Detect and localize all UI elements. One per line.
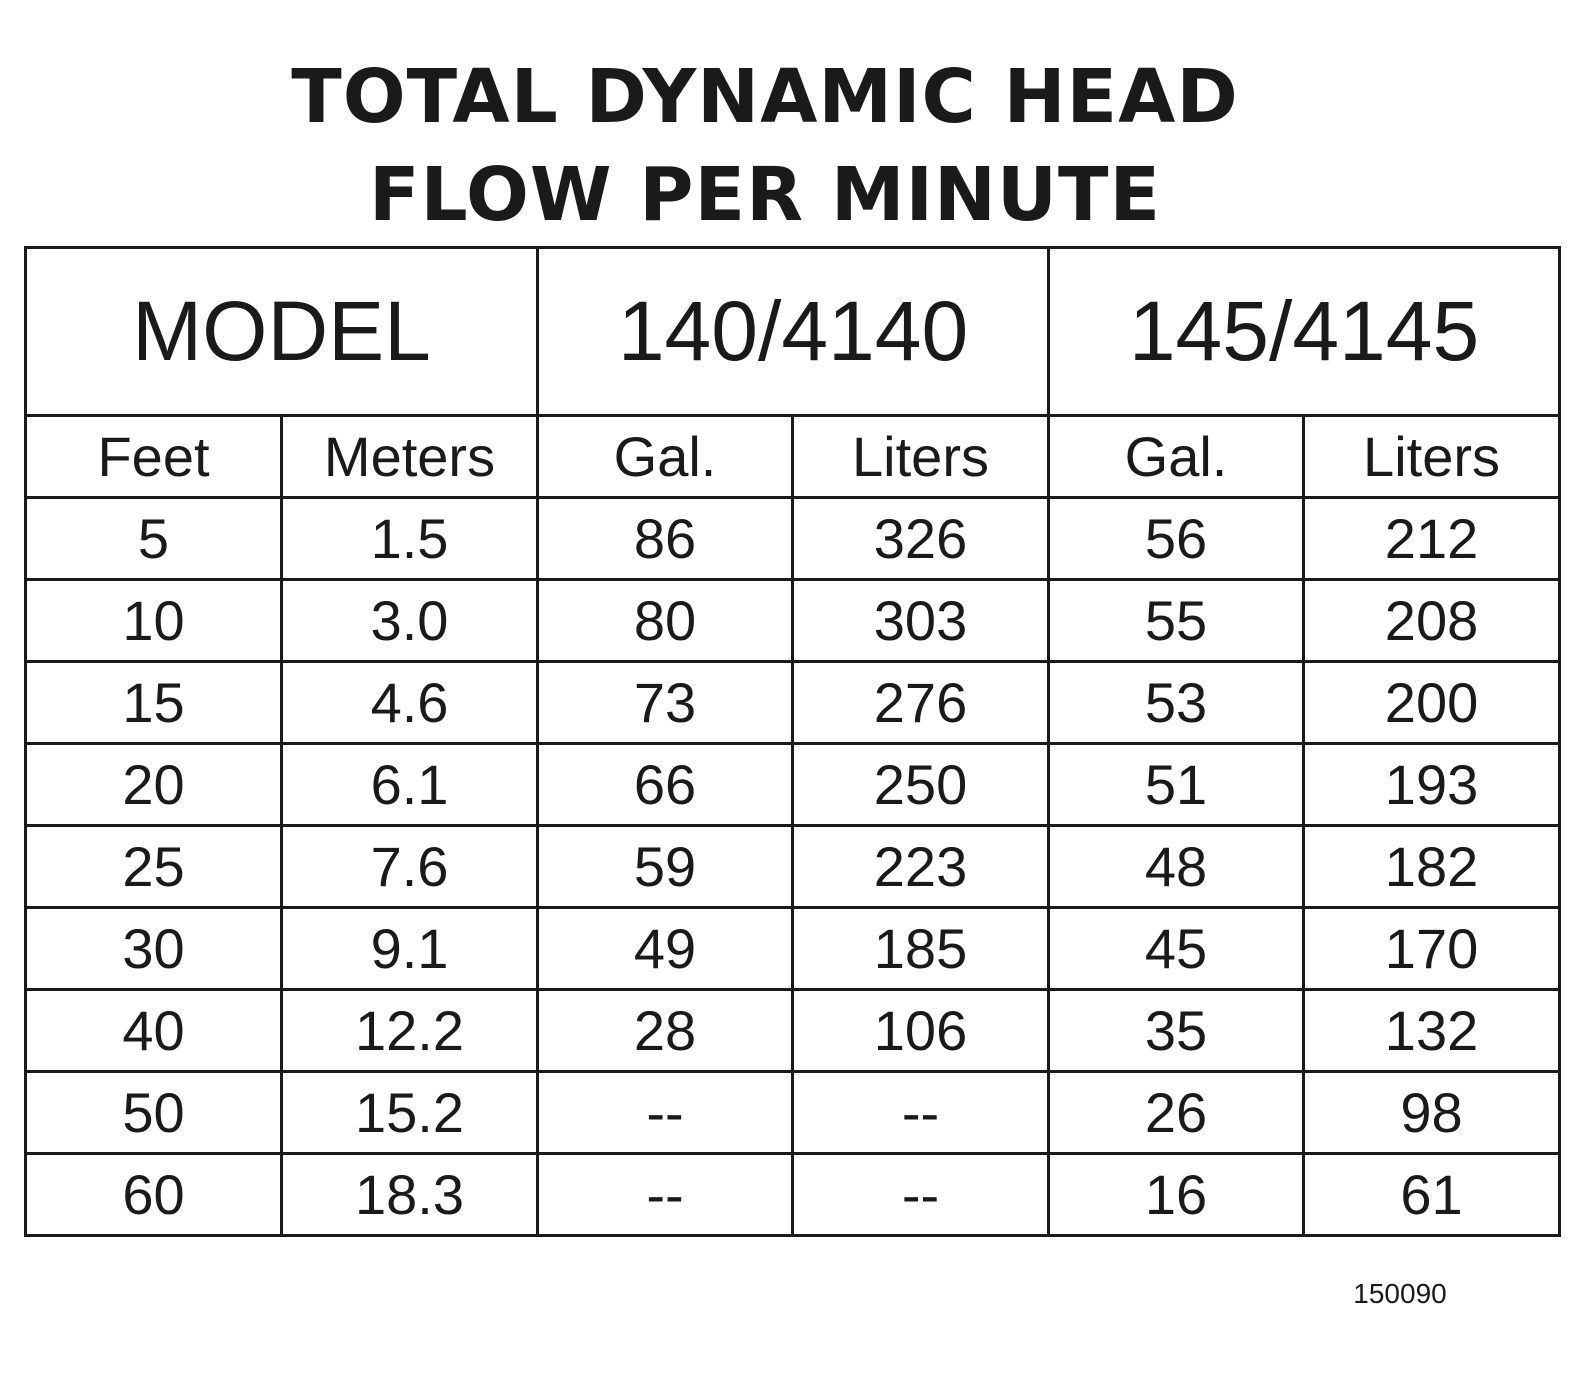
- cell-feet: 5: [26, 498, 282, 580]
- cell-gal-140: 59: [538, 826, 793, 908]
- cell-meters: 18.3: [282, 1154, 538, 1236]
- cell-feet: 20: [26, 744, 282, 826]
- table-row: [26, 662, 1560, 744]
- chart-title: TOTAL DYNAMIC HEAD: [291, 54, 1239, 140]
- cell-meters: 3.0: [282, 580, 538, 662]
- cell-gal-140: 49: [538, 908, 793, 990]
- cell-liters-140: 303: [793, 580, 1049, 662]
- cell-meters: 4.6: [282, 662, 538, 744]
- col-header-gal-145: Gal.: [1049, 416, 1304, 498]
- cell-feet: 30: [26, 908, 282, 990]
- col-header-feet: Feet: [26, 416, 282, 498]
- col-header-meters: Meters: [282, 416, 538, 498]
- cell-gal-140: 86: [538, 498, 793, 580]
- cell-feet: 25: [26, 826, 282, 908]
- cell-liters-140: 326: [793, 498, 1049, 580]
- chart-subtitle: FLOW PER MINUTE: [368, 152, 1162, 238]
- col-header-gal-140: Gal.: [538, 416, 793, 498]
- model-140-4140: 140/4140: [538, 248, 1049, 416]
- cell-liters-140: --: [793, 1072, 1049, 1154]
- cell-gal-145: 16: [1049, 1154, 1304, 1236]
- cell-gal-145: 45: [1049, 908, 1304, 990]
- cell-gal-145: 48: [1049, 826, 1304, 908]
- cell-gal-140: 73: [538, 662, 793, 744]
- col-header-liters-145: Liters: [1304, 416, 1560, 498]
- cell-liters-145: 182: [1304, 826, 1560, 908]
- table-row: [26, 908, 1560, 990]
- cell-feet: 15: [26, 662, 282, 744]
- col-header-liters-140: Liters: [793, 416, 1049, 498]
- cell-liters-145: 212: [1304, 498, 1560, 580]
- document-id: 150090: [1353, 1278, 1447, 1309]
- title-block: [0, 48, 1530, 244]
- cell-meters: 15.2: [282, 1072, 538, 1154]
- cell-liters-145: 98: [1304, 1072, 1560, 1154]
- flow-table-body: [26, 248, 1560, 1236]
- cell-meters: 6.1: [282, 744, 538, 826]
- cell-feet: 60: [26, 1154, 282, 1236]
- cell-liters-140: 106: [793, 990, 1049, 1072]
- cell-liters-140: --: [793, 1154, 1049, 1236]
- cell-gal-145: 53: [1049, 662, 1304, 744]
- model-label: MODEL: [26, 248, 538, 416]
- unit-header-row: [26, 416, 1560, 498]
- cell-gal-140: --: [538, 1072, 793, 1154]
- model-header-row: [26, 248, 1560, 416]
- model-145-4145: 145/4145: [1049, 248, 1560, 416]
- cell-gal-140: 66: [538, 744, 793, 826]
- table-row: [26, 990, 1560, 1072]
- cell-liters-140: 250: [793, 744, 1049, 826]
- cell-meters: 12.2: [282, 990, 538, 1072]
- cell-gal-145: 51: [1049, 744, 1304, 826]
- cell-liters-145: 132: [1304, 990, 1560, 1072]
- cell-liters-145: 193: [1304, 744, 1560, 826]
- cell-meters: 9.1: [282, 908, 538, 990]
- cell-liters-145: 61: [1304, 1154, 1560, 1236]
- cell-liters-140: 185: [793, 908, 1049, 990]
- cell-feet: 50: [26, 1072, 282, 1154]
- flow-table: [24, 246, 1561, 1237]
- cell-feet: 40: [26, 990, 282, 1072]
- cell-liters-140: 223: [793, 826, 1049, 908]
- cell-gal-145: 35: [1049, 990, 1304, 1072]
- table-row: [26, 744, 1560, 826]
- table-row: [26, 1072, 1560, 1154]
- cell-liters-140: 276: [793, 662, 1049, 744]
- table-row: [26, 1154, 1560, 1236]
- table-row: [26, 580, 1560, 662]
- cell-gal-140: 80: [538, 580, 793, 662]
- cell-gal-140: 28: [538, 990, 793, 1072]
- cell-gal-145: 26: [1049, 1072, 1304, 1154]
- cell-feet: 10: [26, 580, 282, 662]
- cell-liters-145: 208: [1304, 580, 1560, 662]
- table-row: [26, 498, 1560, 580]
- cell-gal-140: --: [538, 1154, 793, 1236]
- cell-liters-145: 170: [1304, 908, 1560, 990]
- cell-liters-145: 200: [1304, 662, 1560, 744]
- cell-meters: 1.5: [282, 498, 538, 580]
- table-row: [26, 826, 1560, 908]
- cell-gal-145: 56: [1049, 498, 1304, 580]
- cell-meters: 7.6: [282, 826, 538, 908]
- cell-gal-145: 55: [1049, 580, 1304, 662]
